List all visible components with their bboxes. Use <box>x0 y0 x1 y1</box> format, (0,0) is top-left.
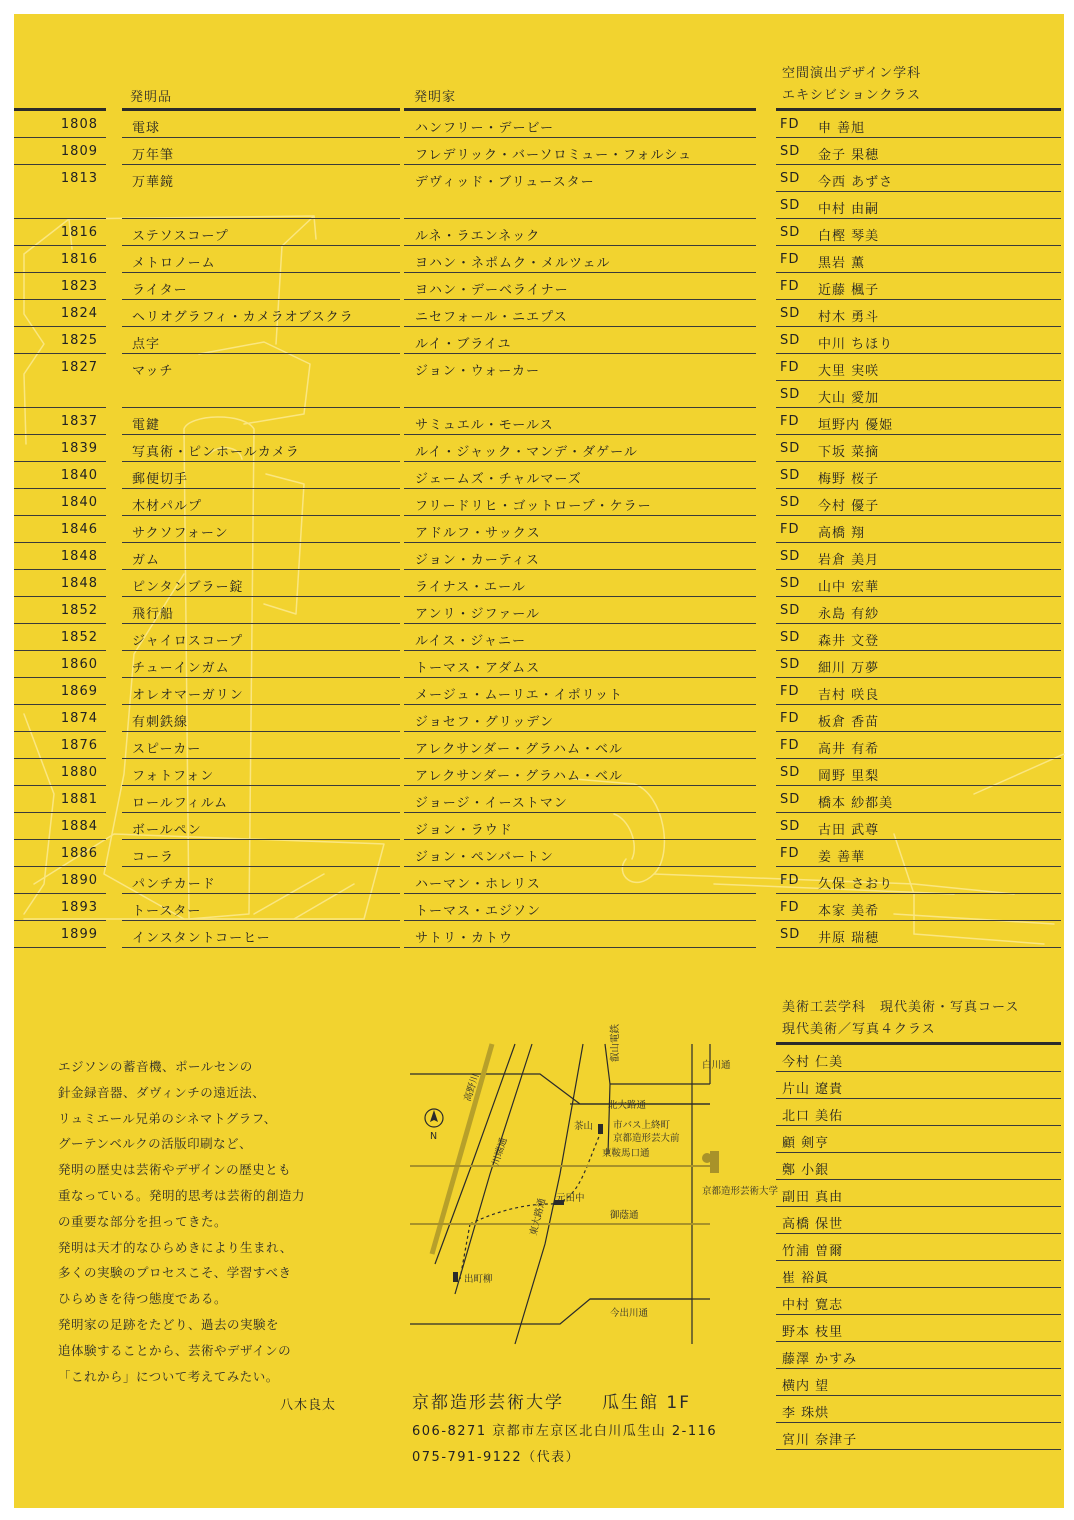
member-row: 高橋 保世 <box>776 1207 1061 1234</box>
inventor-cell: ニセフォール・ニエプス <box>404 300 756 327</box>
inventor-cell: ルイ・ブライユ <box>404 327 756 354</box>
credit-cell: SD 古田 武尊 <box>776 813 1061 840</box>
invention-cell: パンチカード <box>122 867 400 894</box>
invention-cell: インスタントコーヒー <box>122 921 400 948</box>
inventor-cell: サトリ・カトウ <box>404 921 756 948</box>
credit-cell: FD 黒岩 薫 <box>776 246 1061 273</box>
credit-cell: SD 山中 宏華 <box>776 570 1061 597</box>
flyer-sheet <box>14 14 1064 1508</box>
map-label-higashikurama: 東鞍馬口通 <box>602 1148 650 1159</box>
credit-cell: SD 金子 果穂 <box>776 138 1061 165</box>
inventor-cell: ルネ・ラエンネック <box>404 219 756 246</box>
map-label-bus-stop-1: 市バス上終町 <box>613 1120 671 1131</box>
credit-cell: FD 板倉 香苗 <box>776 705 1061 732</box>
credit-cell: FD 大里 実咲 <box>776 354 1061 381</box>
invention-cell: フォトフォン <box>122 759 400 786</box>
credit-cell: SD 大山 愛加 <box>776 381 1061 408</box>
year-cell: 1825 <box>14 327 106 354</box>
inventor-cell: アレクサンダー・グラハム・ベル <box>404 759 756 786</box>
invention-cell: ピンタンブラー錠 <box>122 570 400 597</box>
inventor-cell: メージュ・ムーリエ・イポリット <box>404 678 756 705</box>
member-row: 顧 剣亨 <box>776 1126 1061 1153</box>
member-row: 北口 美佑 <box>776 1099 1061 1126</box>
inventor-cell: デヴィッド・ブリュースター <box>404 165 756 219</box>
member-row: 竹浦 曽爾 <box>776 1234 1061 1261</box>
year-cell: 1808 <box>14 111 106 138</box>
inventor-cell: ジョン・カーティス <box>404 543 756 570</box>
invention-cell: オレオマーガリン <box>122 678 400 705</box>
venue-phone: 075-791-9122（代表） <box>412 1450 581 1465</box>
credit-cell: SD 岩倉 美月 <box>776 543 1061 570</box>
year-cell: 1869 <box>14 678 106 705</box>
credit-cell: SD 橋本 紗都美 <box>776 786 1061 813</box>
map-label-demachiyanagi: 出町柳 <box>464 1274 493 1285</box>
inventor-cell: ジョン・ウォーカー <box>404 354 756 408</box>
invention-cell: ガム <box>122 543 400 570</box>
year-cell: 1846 <box>14 516 106 543</box>
credit-cell: SD 白樫 琴美 <box>776 219 1061 246</box>
member-row: 崔 裕眞 <box>776 1261 1061 1288</box>
year-cell: 1824 <box>14 300 106 327</box>
year-cell: 1880 <box>14 759 106 786</box>
member-row: 藤澤 かすみ <box>776 1342 1061 1369</box>
credit-cell: SD 今村 優子 <box>776 489 1061 516</box>
invention-cell: 点字 <box>122 327 400 354</box>
invention-cell: ステソスコープ <box>122 219 400 246</box>
year-cell: 1852 <box>14 624 106 651</box>
inventor-cell: ジェームズ・チャルマーズ <box>404 462 756 489</box>
year-cell: 1816 <box>14 219 106 246</box>
access-map <box>410 1023 779 1344</box>
inventor-cell: ルイ・ジャック・マンデ・ダゲール <box>404 435 756 462</box>
member-row: 野本 枝里 <box>776 1315 1061 1342</box>
member-row: 副田 真由 <box>776 1180 1061 1207</box>
year-cell: 1852 <box>14 597 106 624</box>
year-cell: 1809 <box>14 138 106 165</box>
map-label-mikage: 御蔭通 <box>610 1210 639 1221</box>
credit-cell: SD 岡野 里梨 <box>776 759 1061 786</box>
inventor-cell: ヨハン・デーベライナー <box>404 273 756 300</box>
year-cell: 1893 <box>14 894 106 921</box>
inventor-cell: ライナス・エール <box>404 570 756 597</box>
member-row: 横内 望 <box>776 1369 1061 1396</box>
inventor-cell: ハーマン・ホレリス <box>404 867 756 894</box>
credit-cell: SD 森井 文登 <box>776 624 1061 651</box>
member-row: 宮川 奈津子 <box>776 1423 1061 1450</box>
map-label-university: 京都造形芸術大学 <box>702 1186 779 1197</box>
map-label-eizan: 叡山電鉄 <box>610 1023 621 1062</box>
invention-cell: 電鍵 <box>122 408 400 435</box>
map-label-bus-stop-2: 京都造形芸大前 <box>613 1133 680 1144</box>
invention-column-header: 発明品 <box>130 90 173 105</box>
intro-paragraph: エジソンの蓄音機、ポールセンの 針金録音器、ダヴィンチの遠近法、 リュミエール兄弟のシネマトグラフ、 グーテンベルクの活版印刷など、 発明の歴史は芸術やデザインの歴史とも 重なっている。発明的思考は芸術的創造力 の重要な部分を担ってきた。 発明は天才的なひらめきにより生まれ、 多くの実験のプロセスこそ、学習すべき ひらめきを待つ態度である。 発明家の足跡をたどり、過去の実験を 追体験することから、芸術やデザインの 「これから」について考えてみたい。 <box>58 1059 306 1384</box>
member-row: 今村 仁美 <box>776 1045 1061 1072</box>
credit-cell: FD 吉村 咲良 <box>776 678 1061 705</box>
credit-cell: FD 姜 善華 <box>776 840 1061 867</box>
invention-cell: 写真術・ピンホールカメラ <box>122 435 400 462</box>
invention-cell: 万年筆 <box>122 138 400 165</box>
map-label-kawabata: 川端通 <box>490 1136 510 1167</box>
year-cell: 1848 <box>14 570 106 597</box>
invention-cell: ライター <box>122 273 400 300</box>
inventor-cell: アドルフ・サックス <box>404 516 756 543</box>
invention-cell: メトロノーム <box>122 246 400 273</box>
map-label-shirakawa: 白川通 <box>702 1060 731 1071</box>
credit-cell: SD 村木 勇斗 <box>776 300 1061 327</box>
inventor-cell: アンリ・ジファール <box>404 597 756 624</box>
inventor-cell: サミュエル・モールス <box>404 408 756 435</box>
inventor-cell: ジョージ・イーストマン <box>404 786 756 813</box>
invention-cell: ロールフィルム <box>122 786 400 813</box>
inventor-cell: アレクサンダー・グラハム・ベル <box>404 732 756 759</box>
second-department-header-line2: 現代美術／写真４クラス <box>782 1022 936 1037</box>
inventor-cell: トーマス・アダムス <box>404 651 756 678</box>
credit-cell: FD 申 善旭 <box>776 111 1061 138</box>
invention-cell: 木材パルプ <box>122 489 400 516</box>
member-row: 中村 寛志 <box>776 1288 1061 1315</box>
map-label-chayama: 茶山 <box>574 1121 594 1132</box>
credit-cell: FD 垣野内 優姫 <box>776 408 1061 435</box>
invention-cell: 有刺鉄線 <box>122 705 400 732</box>
inventor-cell: ヨハン・ネポムク・メルツェル <box>404 246 756 273</box>
invention-cell: サクソフォーン <box>122 516 400 543</box>
invention-cell: マッチ <box>122 354 400 408</box>
invention-cell: トースター <box>122 894 400 921</box>
year-cell: 1886 <box>14 840 106 867</box>
map-label-imadegawa: 今出川通 <box>610 1308 649 1319</box>
credit-cell: FD 本家 美希 <box>776 894 1061 921</box>
inventor-cell: フリードリヒ・ゴットロープ・ケラー <box>404 489 756 516</box>
inventor-cell: ジョン・ペンバートン <box>404 840 756 867</box>
invention-cell: ジャイロスコープ <box>122 624 400 651</box>
year-cell: 1860 <box>14 651 106 678</box>
year-cell: 1837 <box>14 408 106 435</box>
credit-cell: SD 梅野 桜子 <box>776 462 1061 489</box>
essay-author: 八木良太 <box>280 1398 337 1413</box>
map-label-takano-river: 高野川 <box>462 1072 482 1103</box>
map-label-kitaoji: 北大路通 <box>608 1100 647 1111</box>
invention-cell: 飛行船 <box>122 597 400 624</box>
credit-cell: SD 永島 有紗 <box>776 597 1061 624</box>
credit-cell: FD 近藤 楓子 <box>776 273 1061 300</box>
department-header-line2: エキシビションクラス <box>782 88 921 103</box>
year-cell: 1884 <box>14 813 106 840</box>
credit-cell: FD 高井 有希 <box>776 732 1061 759</box>
year-cell: 1848 <box>14 543 106 570</box>
year-cell: 1840 <box>14 489 106 516</box>
second-department-header-line1: 美術工芸学科 現代美術・写真コース <box>782 1000 1020 1015</box>
venue-name: 京都造形芸術大学 瓜生館 1F <box>412 1393 691 1413</box>
department-header-line1: 空間演出デザイン学科 <box>782 66 922 81</box>
inventor-column-header: 発明家 <box>414 90 457 105</box>
credit-cell: SD 井原 瑞穂 <box>776 921 1061 948</box>
invention-cell: コーラ <box>122 840 400 867</box>
invention-cell: スピーカー <box>122 732 400 759</box>
invention-cell: チューインガム <box>122 651 400 678</box>
member-row: 李 珠烘 <box>776 1396 1061 1423</box>
credit-cell: SD 下坂 菜摘 <box>776 435 1061 462</box>
invention-cell: 郵便切手 <box>122 462 400 489</box>
year-cell: 1840 <box>14 462 106 489</box>
invention-cell: 電球 <box>122 111 400 138</box>
year-cell: 1890 <box>14 867 106 894</box>
credit-cell: FD 高橋 翔 <box>776 516 1061 543</box>
inventor-cell: ジョセフ・グリッデン <box>404 705 756 732</box>
member-row: 鄭 小銀 <box>776 1153 1061 1180</box>
credit-cell: SD 中川 ちほり <box>776 327 1061 354</box>
year-cell: 1876 <box>14 732 106 759</box>
credit-cell: SD 今西 あずさ <box>776 165 1061 192</box>
inventor-cell: トーマス・エジソン <box>404 894 756 921</box>
member-row: 片山 遼貴 <box>776 1072 1061 1099</box>
invention-cell: 万華鏡 <box>122 165 400 219</box>
invention-cell: ボールペン <box>122 813 400 840</box>
year-cell: 1816 <box>14 246 106 273</box>
credit-cell: SD 中村 由嗣 <box>776 192 1061 219</box>
inventor-cell: ルイス・ジャニー <box>404 624 756 651</box>
year-cell: 1827 <box>14 354 106 408</box>
year-cell: 1813 <box>14 165 106 219</box>
map-north-label: N <box>430 1131 438 1142</box>
venue-address: 606-8271 京都市左京区北白川瓜生山 2-116 <box>412 1424 718 1439</box>
year-cell: 1899 <box>14 921 106 948</box>
year-cell: 1874 <box>14 705 106 732</box>
year-cell: 1881 <box>14 786 106 813</box>
inventor-cell: ジョン・ラウド <box>404 813 756 840</box>
credit-cell: FD 久保 さおり <box>776 867 1061 894</box>
year-cell: 1839 <box>14 435 106 462</box>
inventor-cell: ハンフリー・デービー <box>404 111 756 138</box>
map-label-motonaka: 元田中 <box>556 1193 585 1204</box>
year-cell: 1823 <box>14 273 106 300</box>
inventor-cell: フレデリック・バーソロミュー・フォルシュ <box>404 138 756 165</box>
invention-cell: ヘリオグラフィ・カメラオブスクラ <box>122 300 400 327</box>
credit-cell: SD 細川 万夢 <box>776 651 1061 678</box>
map-label-higashioji: 東大路通 <box>528 1197 549 1237</box>
